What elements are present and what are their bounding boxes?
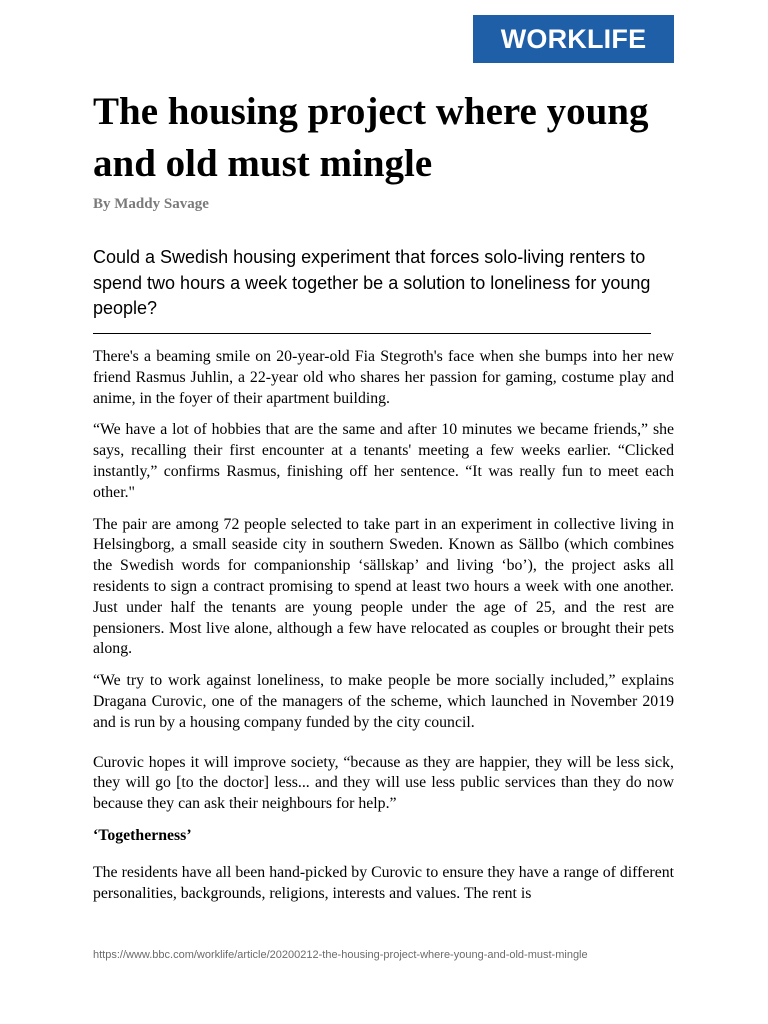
paragraph-3: The pair are among 72 people selected to take part in an experiment in collective living in Helsingborg, a small seaside city in southern Sweden. Known as Sällbo (which combines the Swedish words for companionship ‘sällskap’ and living ‘bo’), the project asks all residents to sign a contract promising to spend at least two hours a week with one another. Just under half the tenants are young people under the age of 25, and the rest are pensioners. Most live alone, although a few have relocated as couples or brought their pets along. [93, 515, 674, 658]
subheading-togetherness: ‘Togetherness’ [93, 826, 192, 844]
article-title: The housing project where young and old must mingle [93, 90, 649, 185]
byline: By Maddy Savage [93, 196, 209, 212]
worklife-badge: WORKLIFE [473, 15, 674, 63]
article-body [93, 347, 674, 915]
paragraph-5: Curovic hopes it will improve society, “because as they are happier, they will be less sick, they will go [to the doctor] less... and they will use less public services than they do now because they can ask their neighbours for help.” [93, 753, 674, 813]
paragraph-2: “We have a lot of hobbies that are the same and after 10 minutes we became friends,” she says, recalling their first encounter at a tenants' meeting a few weeks earlier. “Clicked instantly,” confirms Rasmus, finishing off her sentence. “It was really fun to meet each other." [93, 421, 674, 501]
divider [93, 333, 651, 334]
source-url-link[interactable]: https://www.bbc.com/worklife/article/20200212-the-housing-project-where-young-and-old-must-mingle [93, 949, 588, 961]
paragraph-6: The residents have all been hand-picked by Curovic to ensure they have a range of different personalities, backgrounds, religions, interests and values. The rent is [93, 863, 674, 902]
paragraph-4: “We try to work against loneliness, to make people be more socially included,” explains Dragana Curovic, one of the managers of the scheme, which launched in November 2019 and is run by a housing company funded by the city council. [93, 672, 674, 731]
paragraph-1: There's a beaming smile on 20-year-old Fia Stegroth's face when she bumps into her new friend Rasmus Juhlin, a 22-year old who shares her passion for gaming, costume play and anime, in the foyer of their apartment building. [93, 348, 674, 407]
standfirst: Could a Swedish housing experiment that forces solo-living renters to spend two hours a week together be a solution to loneliness for young people? [93, 247, 651, 318]
